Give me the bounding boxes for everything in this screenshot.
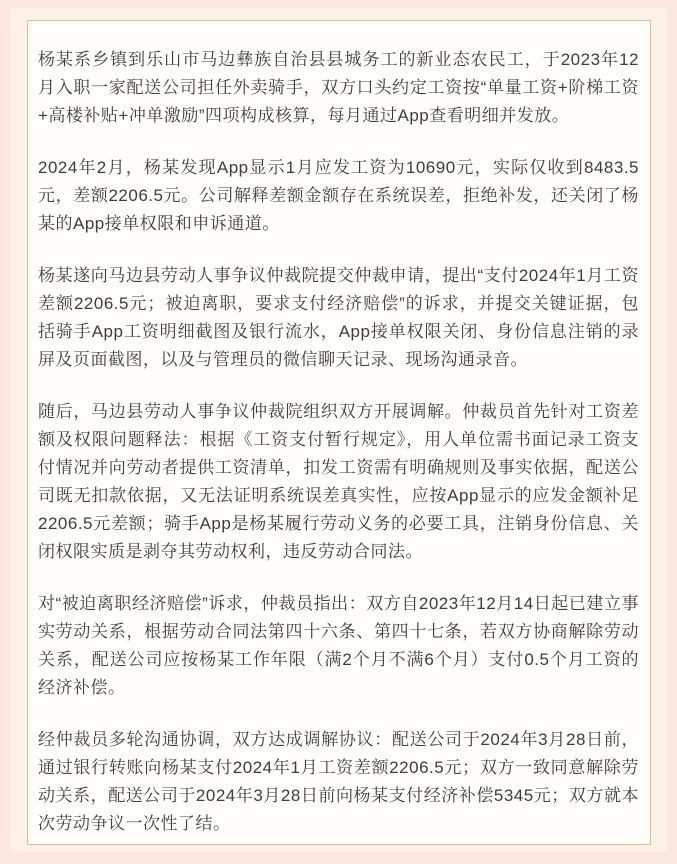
paragraph-wage-discrepancy: 2024年2月，杨某发现App显示1月应发工资为10690元，实际仅收到8483.5元，差额2206.5元。公司解释差额金额存在系统误差，拒绝补发，还关闭了杨某的App接单权限和申诉通道。	[38, 158, 639, 233]
paragraph-intro: 杨某系乡镇到乐山市马边彝族自治县县城务工的新业态农民工，于2023年12月入职一家配送公司担任外卖骑手，双方口头约定工资按“单量工资+阶梯工资+高楼补贴+冲单激励”四项构成核算，每月通过App查看明细并发放。	[38, 50, 639, 125]
article-card	[27, 20, 651, 845]
paragraph-settlement-agreement: 经仲裁员多轮沟通协调，双方达成调解协议：配送公司于2024年3月28日前，通过银行转账向杨某支付2024年1月工资差额2206.5元；双方一致同意解除劳动关系，配送公司于2024年3月28日前向杨某支付经济补偿5345元；双方就本次劳动争议一次性了结。	[38, 730, 639, 833]
paragraph-arbitration-request: 杨某遂向马边县劳动人事争议仲裁院提交仲裁申请，提出“支付2024年1月工资差额2206.5元；被迫离职，要求支付经济赔偿”的诉求，并提交关键证据，包括骑手App工资明细截图及银行流水，App接单权限关闭、身份信息注销的录屏及页面截图，以及与管理员的微信聊天记录、现场沟通录音。	[38, 266, 639, 369]
paragraph-compensation-claim: 对“被迫离职经济赔偿”诉求，仲裁员指出：双方自2023年12月14日起已建立事实劳动关系，根据劳动合同法第四十六条、第四十七条，若双方协商解除劳动关系，配送公司应按杨某工作年限（满2个月不满6个月）支付0.5个月工资的经济补偿。	[38, 594, 639, 697]
page-frame	[10, 8, 667, 852]
paragraph-mediation-legal-analysis: 随后，马边县劳动人事争议仲裁院组织双方开展调解。仲裁员首先针对工资差额及权限问题释法：根据《工资支付暂行规定》，用人单位需书面记录工资支付情况并向劳动者提供工资清单，扣发工资需有明确规则及事实依据，配送公司既无扣款依据，又无法证明系统误差真实性，应按App显示的应发金额补足2206.5元差额；骑手App是杨某履行劳动义务的必要工具，注销身份信息、关闭权限实质是剥夺其劳动权利，违反劳动合同法。	[38, 402, 639, 561]
